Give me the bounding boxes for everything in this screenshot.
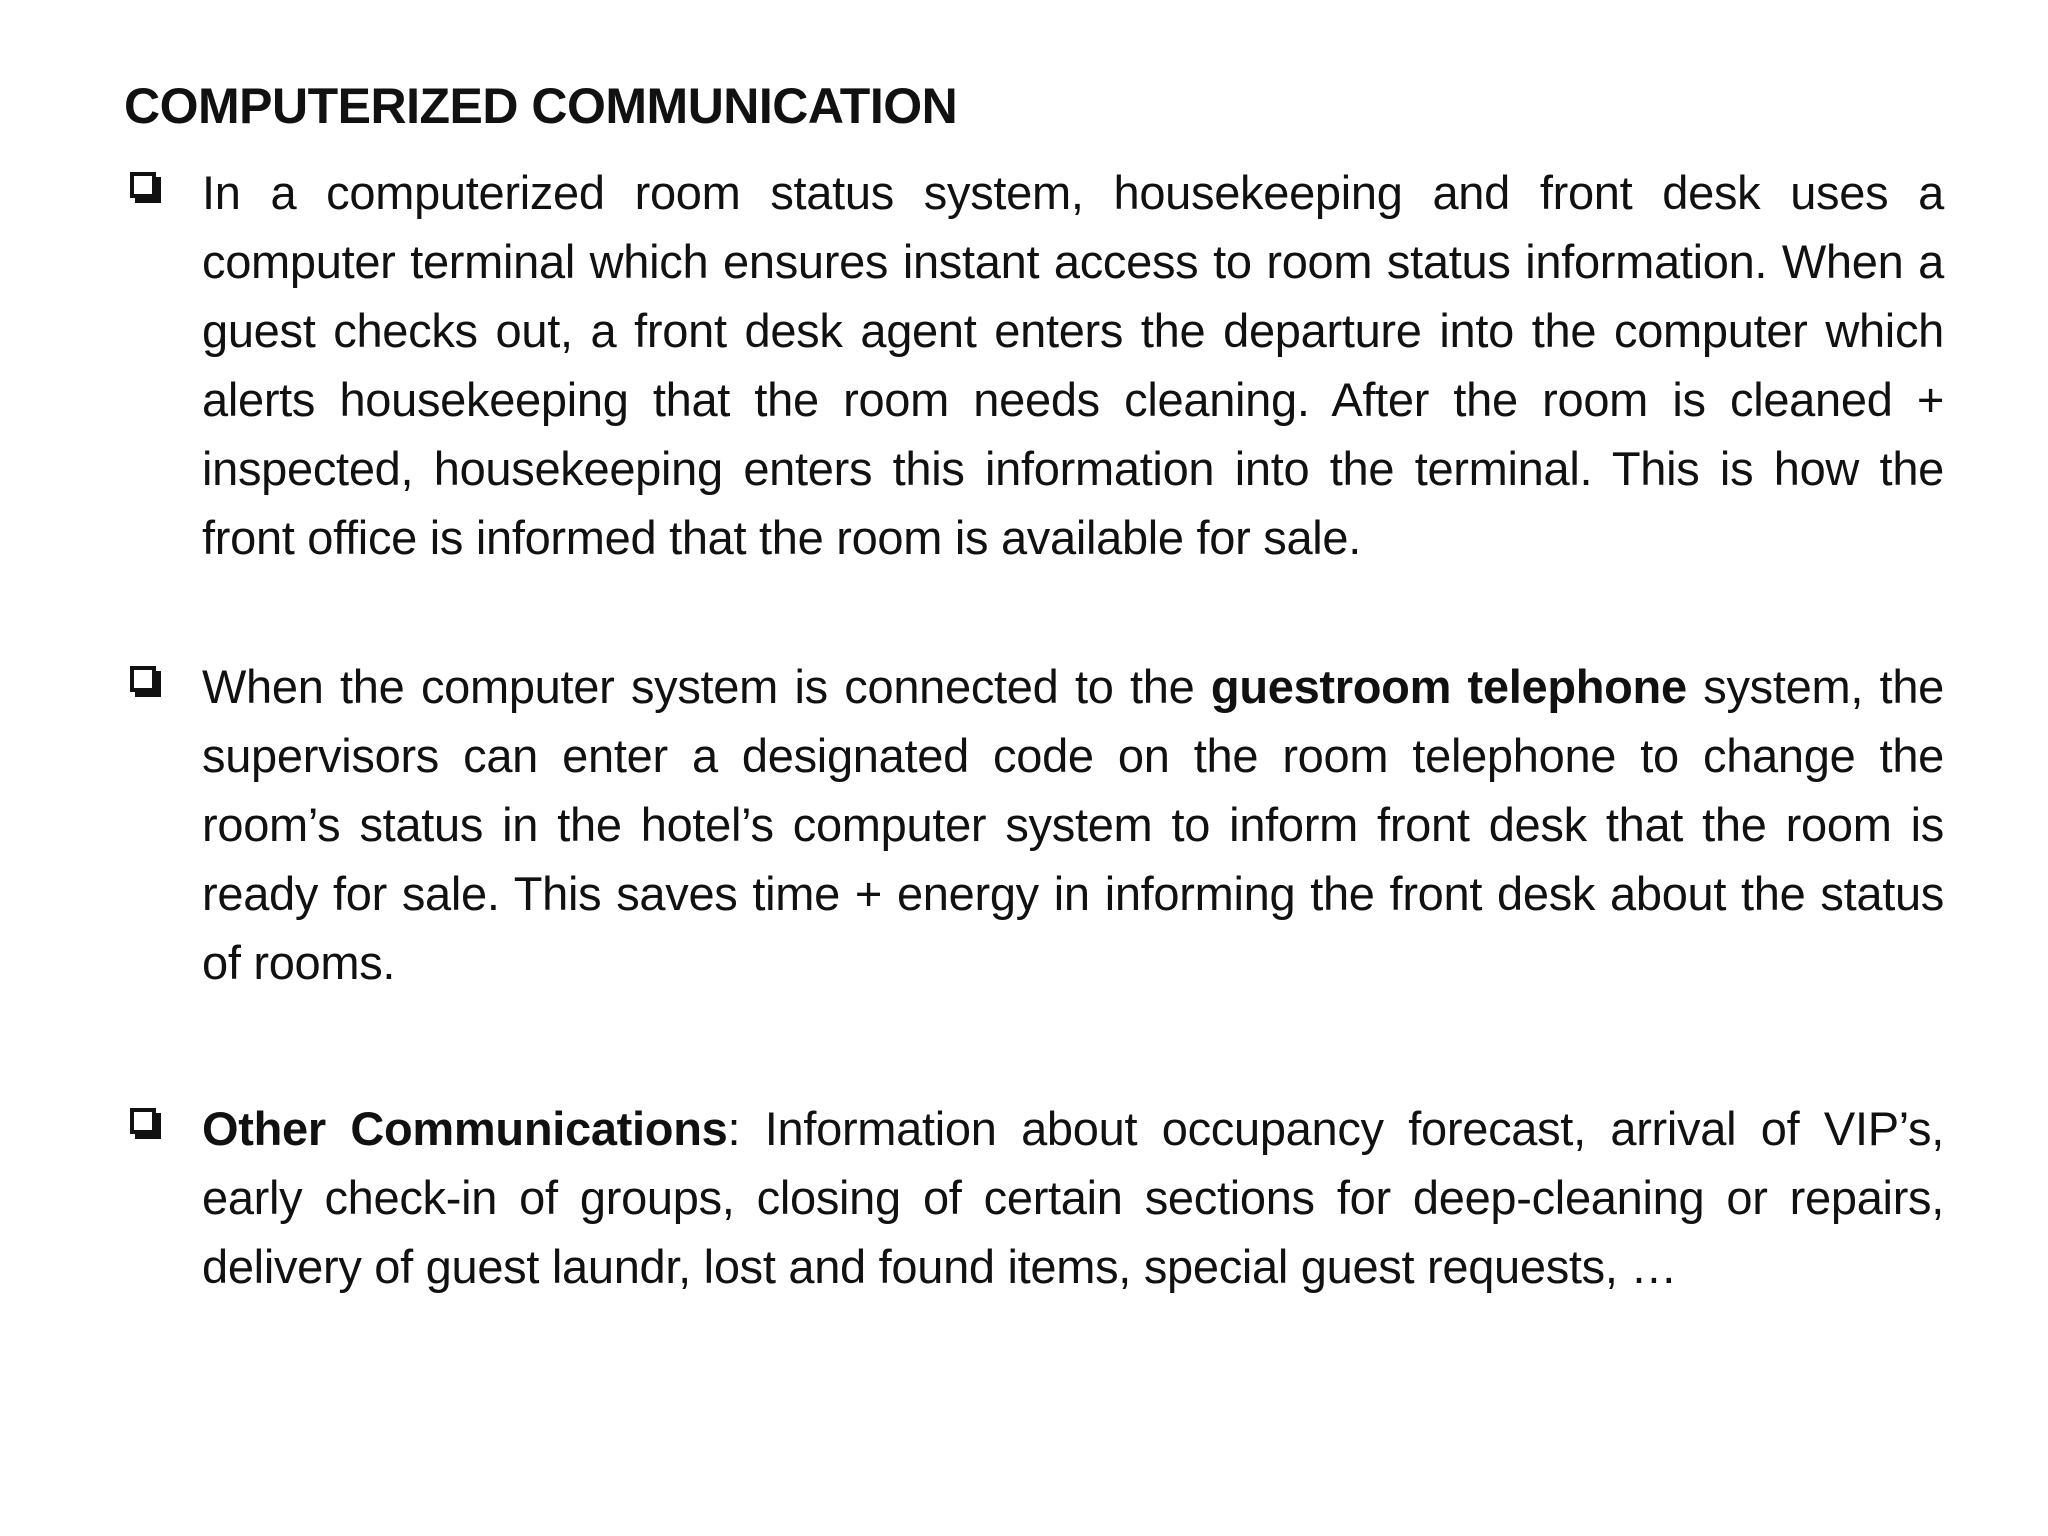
bullet-text	[202, 1094, 1944, 1301]
bullet-text-before: When the computer system is connected to the	[202, 660, 1211, 713]
checkbox-icon	[130, 172, 156, 198]
bullet-text-after: system, the supervisors can enter a designated code on the room telephone to change the room’s status in the hotel’s computer system to inform front desk that the room is ready for sale. This saves time + energy in informing the front desk about the status of rooms.	[202, 660, 1944, 989]
checkbox-icon	[130, 666, 156, 692]
bullet-bold-term: guestroom telephone	[1210, 660, 1687, 713]
bullet-bold-term: Other Communications	[202, 1102, 728, 1155]
bullet-text-after: : Information about occupancy forecast, arrival of VIP’s, early check-in of groups, closing of certain sections for deep-cleaning or repairs, delivery of guest laundr, lost and found items, special guest requests, …	[202, 1102, 1944, 1293]
slide-title: COMPUTERIZED COMMUNICATION	[124, 78, 958, 134]
bullet-text	[202, 652, 1944, 997]
checkbox-icon	[130, 1108, 156, 1134]
bullet-text: In a computerized room status system, housekeeping and front desk uses a computer terminal which ensures instant access to room status information. When a guest checks out, a front desk agent enters the departure into the computer which alerts housekeeping that the room needs cleaning. After the room is cleaned + inspected, housekeeping enters this information into the terminal. This is how the front office is informed that the room is available for sale.	[202, 166, 1944, 564]
